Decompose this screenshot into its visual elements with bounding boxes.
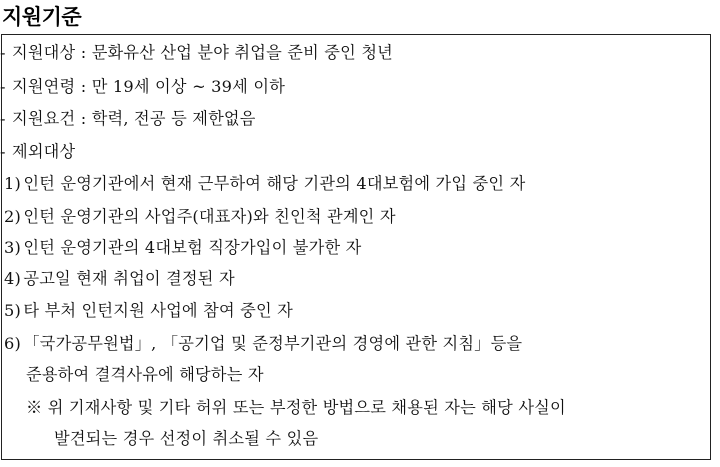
criteria-item-target [0, 42, 393, 64]
criteria-text: 제외대상 [12, 142, 76, 161]
exclusion-text: 「국가공무원법」, 「공기업 및 준정부기관의 경영에 관한 지침」등을 [23, 334, 523, 353]
criteria-item-age [0, 76, 285, 98]
exclusion-number: 5) [4, 301, 22, 320]
exclusion-number: 2) [4, 207, 22, 226]
note-line-1 [26, 397, 566, 419]
bullet-marker: - [0, 142, 6, 161]
criteria-text: 지원대상 : 문화유산 산업 분야 취업을 준비 중인 청년 [12, 43, 393, 62]
exclusion-text: 타 부처 인턴지원 사업에 참여 중인 자 [23, 301, 293, 320]
note-line-2: 발견되는 경우 선정이 취소될 수 있음 [54, 429, 319, 448]
exclusion-item-5 [4, 300, 293, 322]
exclusion-text: 인턴 운영기관에서 현재 근무하여 해당 기관의 4대보험에 가입 중인 자 [23, 174, 526, 193]
exclusion-item-1 [4, 173, 525, 195]
criteria-item-requirements [0, 108, 256, 130]
exclusion-item-2 [4, 206, 396, 228]
exclusion-text: 인턴 운영기관의 사업주(대표자)와 친인척 관계인 자 [23, 207, 396, 226]
bullet-marker: - [0, 43, 6, 62]
criteria-item-exclusions [0, 141, 75, 163]
exclusion-item-4 [4, 268, 235, 290]
exclusion-number: 1) [4, 174, 22, 193]
note-marker: ※ [26, 398, 43, 417]
criteria-text: 지원요건 : 학력, 전공 등 제한없음 [12, 109, 256, 128]
exclusion-number: 4) [4, 269, 22, 288]
bullet-marker: - [0, 77, 6, 96]
exclusion-number: 6) [4, 334, 22, 353]
exclusion-item-6 [4, 333, 522, 355]
exclusion-item-6-continuation: 준용하여 결격사유에 해당하는 자 [26, 365, 264, 384]
bullet-marker: - [0, 109, 6, 128]
exclusion-text: 인턴 운영기관의 4대보험 직장가입이 불가한 자 [23, 238, 362, 257]
section-title: 지원기준 [2, 5, 82, 29]
exclusion-number: 3) [4, 238, 22, 257]
criteria-text: 지원연령 : 만 19세 이상 ~ 39세 이하 [12, 77, 286, 96]
exclusion-text: 공고일 현재 취업이 결정된 자 [23, 269, 235, 288]
note-text: 위 기재사항 및 기타 허위 또는 부정한 방법으로 채용된 자는 해당 사실이 [47, 398, 566, 417]
exclusion-item-3 [4, 237, 362, 259]
